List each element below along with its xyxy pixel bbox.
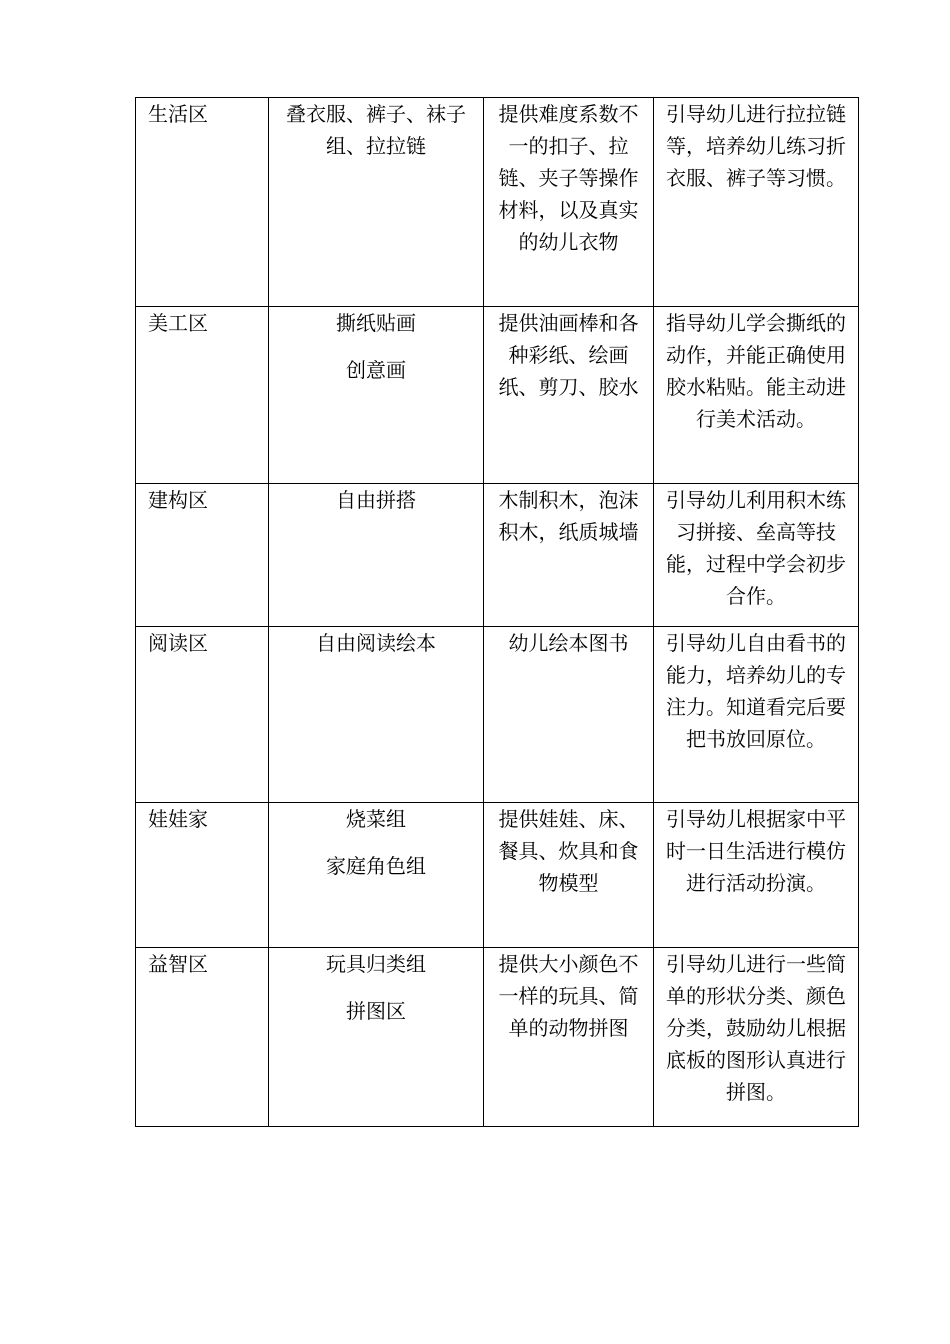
activity-line: 玩具归类组 — [326, 952, 426, 976]
materials-cell: 提供娃娃、床、餐具、炊具和食物模型 — [484, 803, 654, 948]
goal-cell: 引导幼儿利用积木练习拼接、垒高等技能，过程中学会初步合作。 — [654, 484, 859, 627]
area-cell: 娃娃家 — [136, 803, 269, 948]
goal-cell: 指导幼儿学会撕纸的动作，并能正确使用胶水粘贴。能主动进行美术活动。 — [654, 307, 859, 484]
table-row — [136, 948, 859, 1127]
table-row — [136, 307, 859, 484]
materials-cell: 提供大小颜色不一样的玩具、简单的动物拼图 — [484, 948, 654, 1127]
activity-line: 创意画 — [346, 358, 406, 382]
goal-cell: 引导幼儿根据家中平时一日生活进行模仿进行活动扮演。 — [654, 803, 859, 948]
table-row — [136, 98, 859, 307]
goal-cell: 引导幼儿自由看书的能力，培养幼儿的专注力。知道看完后要把书放回原位。 — [654, 627, 859, 803]
activity-cell — [269, 948, 484, 1127]
materials-cell: 幼儿绘本图书 — [484, 627, 654, 803]
area-cell: 美工区 — [136, 307, 269, 484]
materials-cell: 提供油画棒和各种彩纸、绘画纸、剪刀、胶水 — [484, 307, 654, 484]
table-row — [136, 627, 859, 803]
table-row — [136, 803, 859, 948]
area-cell: 生活区 — [136, 98, 269, 307]
activity-line: 叠衣服、裤子、袜子组、拉拉链 — [286, 102, 466, 158]
activity-cell — [269, 98, 484, 307]
materials-cell: 提供难度系数不一的扣子、拉链、夹子等操作材料，以及真实的幼儿衣物 — [484, 98, 654, 307]
table-row — [136, 484, 859, 627]
area-cell: 益智区 — [136, 948, 269, 1127]
materials-cell: 木制积木，泡沫积木，纸质城墙 — [484, 484, 654, 627]
area-cell: 阅读区 — [136, 627, 269, 803]
activity-line: 撕纸贴画 — [336, 311, 416, 335]
activity-area-table — [135, 97, 859, 1127]
activity-line: 自由拼搭 — [336, 488, 416, 512]
goal-cell: 引导幼儿进行一些简单的形状分类、颜色分类，鼓励幼儿根据底板的图形认真进行拼图。 — [654, 948, 859, 1127]
activity-cell — [269, 627, 484, 803]
activity-line: 自由阅读绘本 — [316, 631, 436, 655]
activity-line: 烧菜组 — [346, 807, 406, 831]
activity-line: 拼图区 — [346, 999, 406, 1023]
activity-cell — [269, 484, 484, 627]
activity-cell — [269, 803, 484, 948]
goal-cell: 引导幼儿进行拉拉链等，培养幼儿练习折衣服、裤子等习惯。 — [654, 98, 859, 307]
activity-cell — [269, 307, 484, 484]
activity-line: 家庭角色组 — [326, 854, 426, 878]
area-cell: 建构区 — [136, 484, 269, 627]
